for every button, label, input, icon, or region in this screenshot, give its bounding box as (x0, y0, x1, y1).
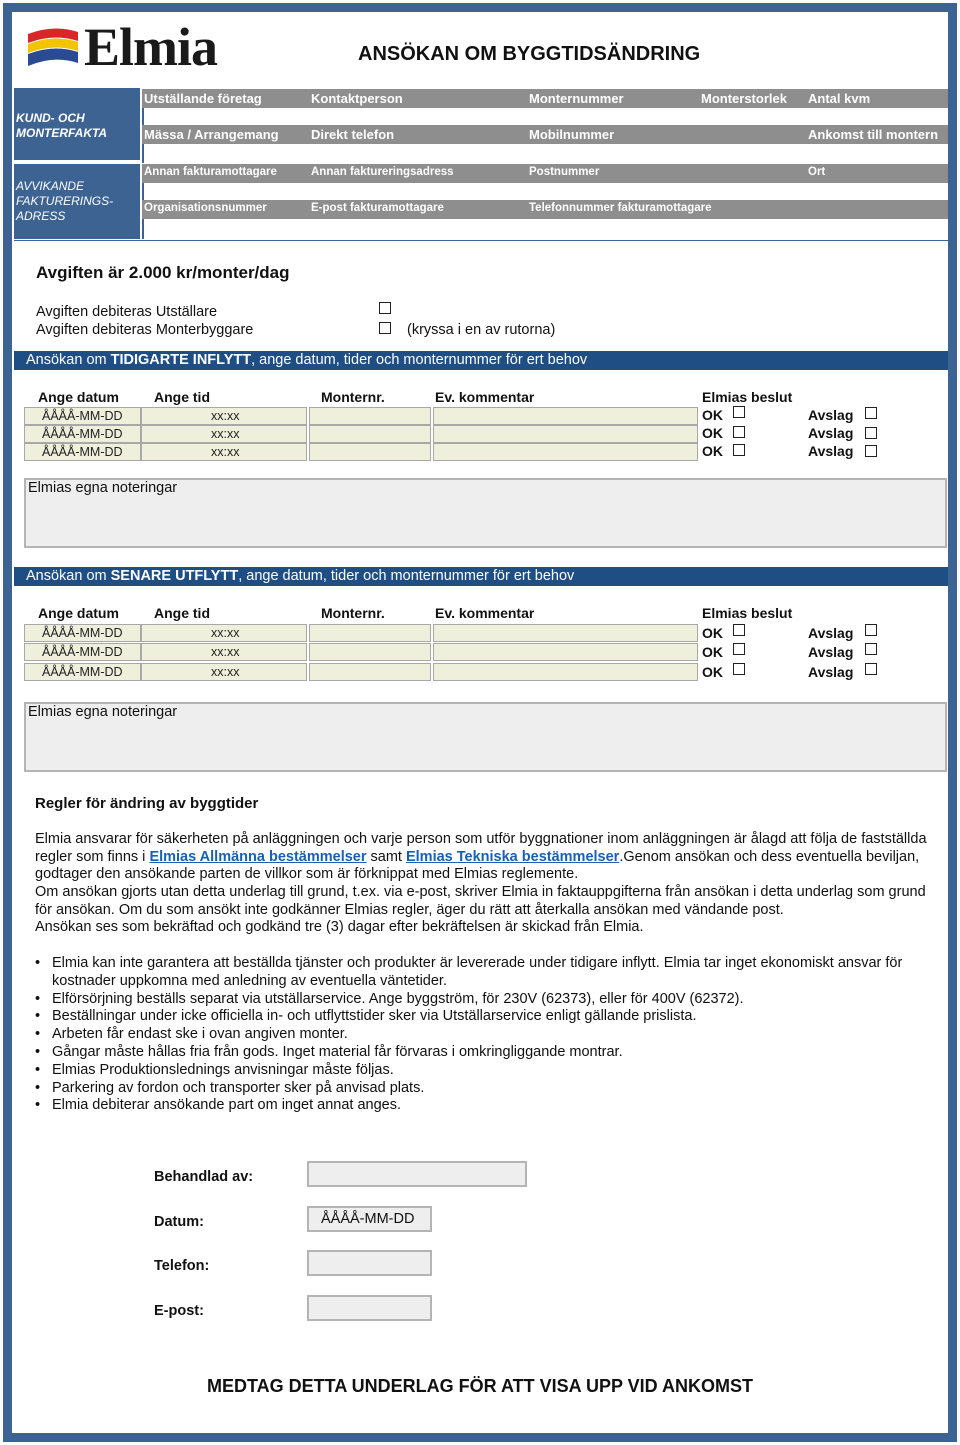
list-item: • Elmia kan inte garantera att beställda tjänster och produkter är levererade under tidigare inflytt. Elmia tar inget ekonomiskt ansvar för kostnader uppkomna med anledning av eventuella väntetider. (35, 955, 940, 991)
field-fair: Mässa / Arrangemang (144, 127, 279, 142)
date-input[interactable] (24, 643, 141, 661)
time-value: xx:xx (211, 665, 240, 679)
email-input[interactable] (307, 1295, 432, 1321)
ok-label: OK (702, 407, 723, 423)
rules-bullet-list (35, 955, 940, 1115)
rules-p1-b: samt (366, 848, 406, 865)
reject-checkbox[interactable] (865, 663, 877, 675)
time-value: xx:xx (211, 626, 240, 640)
ok-checkbox[interactable] (733, 624, 745, 636)
handled-by-input[interactable] (307, 1161, 527, 1187)
reject-label: Avslag (808, 625, 854, 641)
facts-row-2 (142, 125, 948, 144)
ok-label: OK (702, 664, 723, 680)
field-billing-phone: Telefonnummer fakturamottagare (529, 202, 712, 214)
reject-label: Avslag (808, 644, 854, 660)
rules-paragraph-1 (35, 831, 940, 884)
comment-input[interactable] (433, 643, 698, 661)
earlier-bar-pre: Ansökan om (26, 352, 111, 368)
rules-paragraph-2: Om ansökan gjorts utan detta underlag till grund, t.ex. via e-post, skriver Elmia in faktauppgifterna från ansökan i detta underlag som grund för ansökan. Om du som ansökt inte godkänner Elmias regler, äger du rätt att återkalla ansökan med vändande post. (35, 884, 926, 918)
footer-note: MEDTAG DETTA UNDERLAG FÖR ATT VISA UPP VID ANKOMST (207, 1376, 753, 1396)
field-other-address: Annan faktureringsadress (311, 166, 454, 178)
flag-icon (28, 26, 80, 70)
field-booth-number: Monternummer (529, 91, 624, 106)
list-item: • Beställningar under icke officiella in- och utflyttstider sker via Utställarservice enligt gällande prislista. (35, 1008, 940, 1026)
ok-label: OK (702, 425, 723, 441)
time-value: xx:xx (211, 409, 240, 423)
billing-row-2-input[interactable] (142, 219, 948, 239)
facts-row-1 (142, 89, 948, 108)
customer-facts-label: KUND- OCH MONTERFAKTA (16, 111, 108, 140)
date-label: Datum: (154, 1214, 204, 1230)
time-value: xx:xx (211, 645, 240, 659)
technical-rules-link[interactable]: Elmias Tekniska bestämmelser (405, 848, 620, 865)
ok-checkbox[interactable] (733, 643, 745, 655)
fee-heading: Avgiften är 2.000 kr/monter/dag (36, 263, 290, 282)
ok-checkbox[interactable] (733, 426, 745, 438)
date-value: ÅÅÅÅ-MM-DD (42, 626, 123, 640)
col-time-1: Ange tid (154, 389, 210, 405)
logo-wordmark: Elmia (84, 17, 218, 77)
col-booth-2: Monternr. (321, 605, 385, 621)
list-item: • Arbeten får endast ske i ovan angiven monter. (35, 1026, 940, 1044)
list-item: • Elförsörjning beställs separat via utställarservice. Ange byggström, för 230V (62373), eller för 400V (62372). (35, 991, 940, 1009)
billing-address-label: AVVIKANDE FAKTURERINGS-ADRESS (16, 179, 114, 223)
later-move-out-bar (14, 567, 948, 586)
facts-row-1-input[interactable] (142, 108, 948, 125)
rules-p1-c: .Genom ansökan och dess eventuella beviljan, godtager den ansökande parten de villkor som är förknippat med Elmias reglemente. (35, 848, 920, 883)
later-bar-post: , ange datum, tider och monternummer för ert behov (238, 568, 575, 584)
comment-input[interactable] (433, 407, 698, 425)
col-comment-2: Ev. kommentar (435, 605, 535, 621)
field-booth-size: Monterstorlek (701, 91, 787, 106)
time-input[interactable] (141, 407, 307, 425)
reject-label: Avslag (808, 664, 854, 680)
date-value: ÅÅÅÅ-MM-DD (42, 409, 123, 423)
time-input[interactable] (141, 425, 307, 443)
field-org-number: Organisationsnummer (144, 202, 267, 214)
field-other-recipient: Annan fakturamottagare (144, 166, 277, 178)
rules-paragraph-3: Ansökan ses som bekräftad och godkänd tre (3) dagar efter bekräftelsen är skickad från Elmia. (35, 919, 644, 935)
time-value: xx:xx (211, 445, 240, 459)
col-decision-1: Elmias beslut (702, 389, 793, 405)
fee-exhibitor-checkbox[interactable] (379, 302, 391, 314)
field-postcode: Postnummer (529, 166, 600, 178)
ok-label: OK (702, 644, 723, 660)
booth-input[interactable] (309, 425, 431, 443)
reject-label: Avslag (808, 443, 854, 459)
field-direct-phone: Direkt telefon (311, 127, 395, 142)
field-city: Ort (808, 166, 826, 178)
elmia-logo (28, 17, 243, 77)
date-value: ÅÅÅÅ-MM-DD (42, 445, 123, 459)
phone-input[interactable] (307, 1250, 432, 1276)
reject-checkbox[interactable] (865, 407, 877, 419)
col-decision-2: Elmias beslut (702, 605, 793, 621)
col-comment-1: Ev. kommentar (435, 389, 535, 405)
fee-hint: (kryssa i en av rutorna) (407, 322, 556, 338)
ok-checkbox[interactable] (733, 406, 745, 418)
booth-input[interactable] (309, 407, 431, 425)
booth-input[interactable] (309, 663, 431, 681)
col-time-2: Ange tid (154, 605, 210, 621)
time-input[interactable] (141, 624, 307, 642)
col-booth-1: Monternr. (321, 389, 385, 405)
fee-exhibitor-label: Avgiften debiteras Utställare (36, 304, 218, 320)
time-input[interactable] (141, 443, 307, 461)
rules-p1-a: Elmia ansvarar för säkerheten på anläggningen och varje person som utför byggnationer inom anläggningen är ålagd att följa de fastställda regler som finns i (35, 831, 927, 865)
general-rules-link[interactable]: Elmias Allmänna bestämmelser (149, 848, 367, 865)
facts-row-2-input[interactable] (142, 144, 948, 163)
list-item: • Elmia debiterar ansökande part om inget annat anges. (35, 1097, 940, 1115)
reject-checkbox[interactable] (865, 624, 877, 636)
list-item: • Parkering av fordon och transporter sker på anvisad plats. (35, 1080, 940, 1098)
date-input[interactable] (24, 624, 141, 642)
notes-label: Elmias egna noteringar (28, 480, 178, 496)
reject-label: Avslag (808, 425, 854, 441)
later-bar-pre: Ansökan om (26, 568, 111, 584)
date-value: ÅÅÅÅ-MM-DD (321, 1211, 415, 1227)
handled-by-label: Behandlad av: (154, 1169, 254, 1185)
reject-checkbox[interactable] (865, 643, 877, 655)
fee-builder-checkbox[interactable] (379, 322, 391, 334)
field-billing-email: E-post fakturamottagare (311, 202, 444, 214)
billing-row-1-input[interactable] (142, 183, 948, 200)
earlier-bar-bold: TIDIGARTE INFLYTT (110, 352, 252, 368)
field-sqm: Antal kvm (808, 91, 871, 106)
rules-title: Regler för ändring av byggtider (35, 795, 259, 812)
booth-input[interactable] (309, 624, 431, 642)
phone-label: Telefon: (154, 1258, 210, 1274)
field-mobile: Mobilnummer (529, 127, 615, 142)
earlier-bar-post: , ange datum, tider och monternummer för ert behov (251, 352, 588, 368)
reject-checkbox[interactable] (865, 445, 877, 457)
ok-checkbox[interactable] (733, 444, 745, 456)
billing-row-1 (142, 164, 948, 183)
time-input[interactable] (141, 643, 307, 661)
reject-checkbox[interactable] (865, 427, 877, 439)
field-arrival: Ankomst till montern (808, 127, 939, 142)
booth-input[interactable] (309, 643, 431, 661)
billing-row-2 (142, 200, 948, 219)
time-value: xx:xx (211, 427, 240, 441)
ok-checkbox[interactable] (733, 663, 745, 675)
time-input[interactable] (141, 663, 307, 681)
ok-label: OK (702, 443, 723, 459)
col-date-1: Ange datum (38, 389, 119, 405)
date-value: ÅÅÅÅ-MM-DD (42, 645, 123, 659)
ok-label: OK (702, 625, 723, 641)
reject-label: Avslag (808, 407, 854, 423)
date-input[interactable] (24, 407, 141, 425)
earlier-move-in-bar (14, 351, 948, 370)
date-input[interactable] (24, 443, 141, 461)
date-value: ÅÅÅÅ-MM-DD (42, 665, 123, 679)
date-value: ÅÅÅÅ-MM-DD (42, 427, 123, 441)
col-date-2: Ange datum (38, 605, 119, 621)
elmia-notes-later[interactable] (24, 702, 947, 772)
later-bar-bold: SENARE UTFLYTT (110, 568, 239, 584)
date-input[interactable] (307, 1206, 432, 1232)
billing-address-label-block (14, 163, 140, 239)
elmia-notes-earlier[interactable] (24, 478, 947, 548)
notes-label: Elmias egna noteringar (28, 704, 178, 720)
document-title: ANSÖKAN OM BYGGTIDSÄNDRING (358, 43, 701, 65)
comment-input[interactable] (433, 624, 698, 642)
date-input[interactable] (24, 425, 141, 443)
fee-builder-label: Avgiften debiteras Monterbyggare (36, 322, 254, 338)
booth-input[interactable] (309, 443, 431, 461)
comment-input[interactable] (433, 663, 698, 681)
field-exhibitor-company: Utställande företag (144, 91, 262, 106)
list-item: • Gångar måste hållas fria från gods. Inget material får förvaras i omkringliggande montrar. (35, 1044, 940, 1062)
customer-facts-label-block (14, 88, 140, 160)
list-item: • Elmias Produktionslednings anvisningar måste följas. (35, 1062, 940, 1080)
comment-input[interactable] (433, 425, 698, 443)
email-label: E-post: (154, 1303, 204, 1319)
field-contact-person: Kontaktperson (311, 91, 403, 106)
date-input[interactable] (24, 663, 141, 681)
comment-input[interactable] (433, 443, 698, 461)
